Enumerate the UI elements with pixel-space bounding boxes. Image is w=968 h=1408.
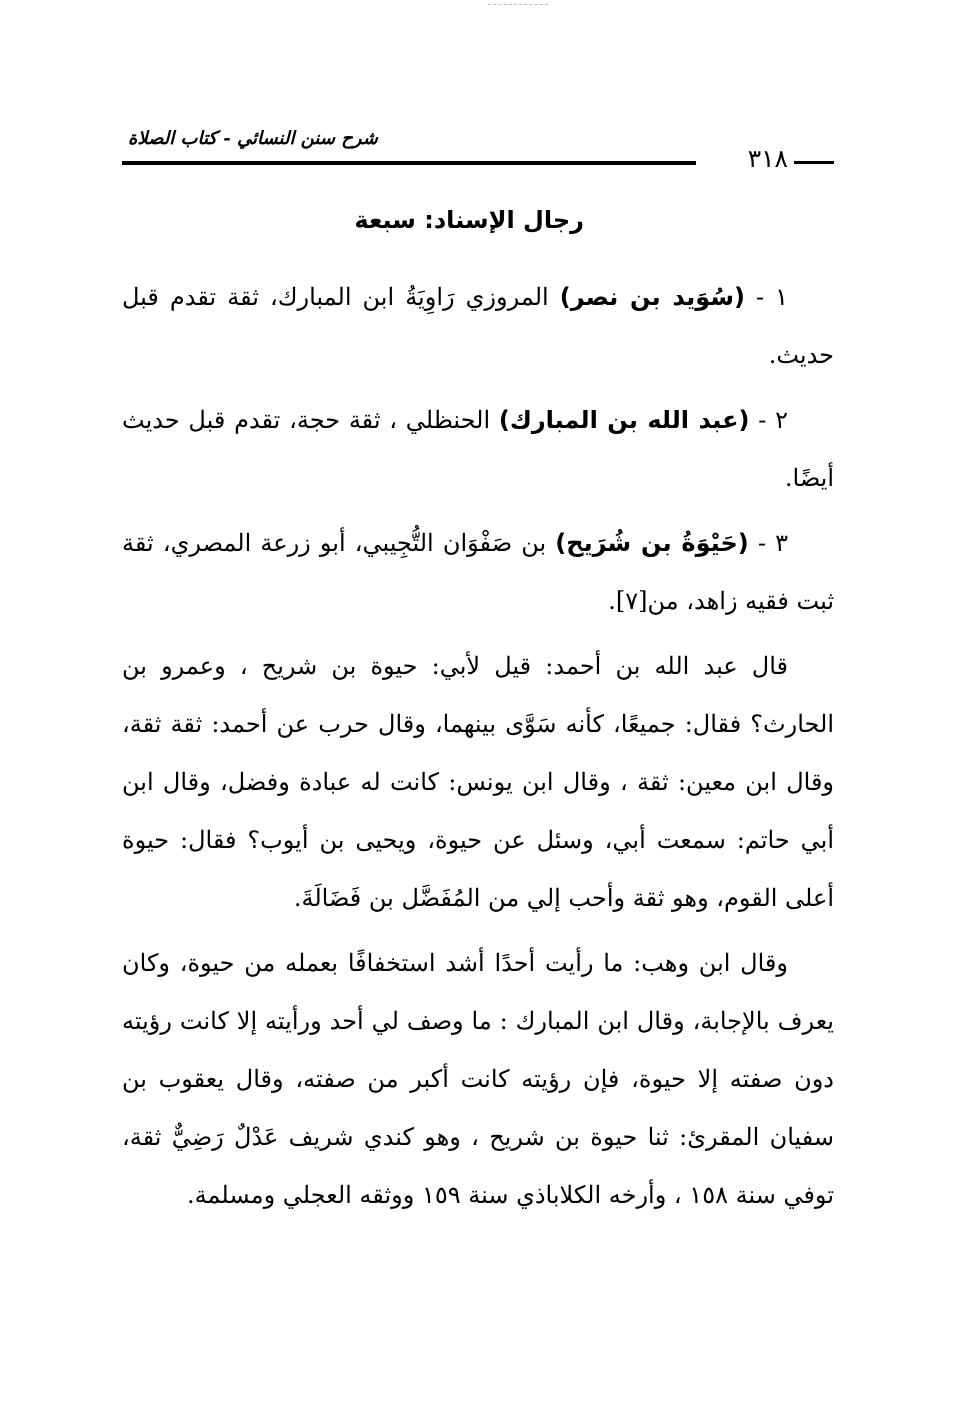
- open-paren: (: [733, 283, 745, 311]
- narrator-name: سُوَيد بن نصر: [570, 283, 734, 311]
- top-scan-mark: [488, 4, 548, 5]
- narrator-description: الحنظلي ، ثقة حجة، تقدم قبل حديث أيضًا.: [122, 406, 834, 492]
- narrator-description: بن صَفْوَان التُّجِيبي، أبو زرعة المصري، ثقة ثبت فقيه زاهد، من[٧].: [122, 529, 834, 615]
- page-number-dash: [794, 161, 834, 164]
- section-heading: رجال الإسناد: سبعة: [354, 206, 584, 234]
- header-title: شرح سنن النسائي - كتاب الصلاة: [128, 128, 378, 149]
- narrator-name: عبد الله بن المبارك: [509, 406, 739, 434]
- open-paren: (: [738, 406, 750, 434]
- running-header: [122, 124, 834, 174]
- header-rule: [122, 161, 696, 165]
- narrator-entry-3: [122, 514, 834, 630]
- commentary-paragraph-2: وقال ابن وهب: ما رأيت أحدًا أشد استخفافًا بعمله من حيوة، وكان يعرف بالإجابة، وقال ابن المبارك : ما وصف لي أحد ورأيته إلا كانت رؤيته دون صفته إلا حيوة، فإن رؤيته كانت أكبر من صفته، وقال يعقوب بن سفيان المقرئ: ثنا حيوة بن شريح ، وهو كندي شريف عَدْلٌ رَضِيٌّ ثقة، توفي سنة ١٥٨ ، وأرخه الكلاباذي سنة ١٥٩ ووثقه العجلي ومسلمة.: [122, 949, 834, 1209]
- close-paren: ): [559, 283, 571, 311]
- narrator-entry-1: [122, 268, 834, 384]
- narrator-entry-2: [122, 391, 834, 507]
- entry-number: ٣ -: [748, 529, 788, 557]
- open-paren: (: [737, 529, 749, 557]
- close-paren: ): [498, 406, 510, 434]
- commentary-paragraph-1: قال عبد الله بن أحمد: قيل لأبي: حيوة بن شريح ، وعمرو بن الحارث؟ فقال: جميعًا، كأنه سَوَّى بينهما، وقال حرب عن أحمد: ثقة ثقة، وقال ابن معين: ثقة ، وقال ابن يونس: كانت له عبادة وفضل، وقال ابن أبي حاتم: سمعت أبي، وسئل عن حيوة، ويحيى بن أيوب؟ فقال: حيوة أعلى القوم، وهو ثقة وأحب إلي من المُفَضَّل بن فَضَالَةَ.: [122, 652, 834, 912]
- narrator-name: حَيْوَةُ بن شُرَيح: [566, 529, 738, 557]
- entry-number: ٢ -: [749, 406, 788, 434]
- narrator-description: المروزي رَاوِيَةُ ابن المبارك، ثقة تقدم قبل حديث.: [122, 283, 834, 369]
- close-paren: ): [555, 529, 567, 557]
- page-number: ٣١٨: [747, 144, 788, 173]
- entry-number: ١ -: [744, 283, 789, 311]
- main-text: [122, 268, 834, 1224]
